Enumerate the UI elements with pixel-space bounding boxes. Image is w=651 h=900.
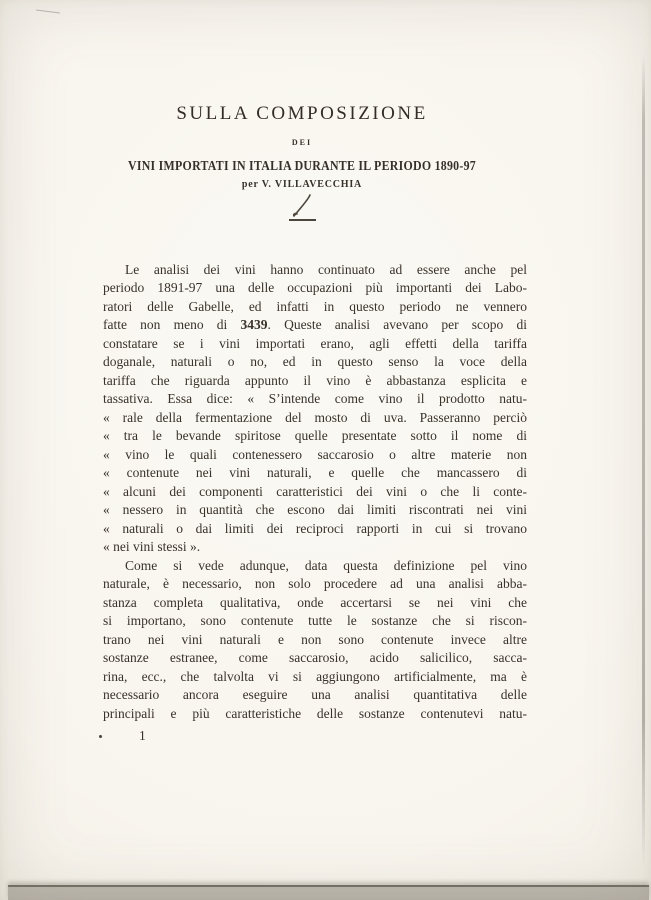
text-line (103, 501, 527, 520)
text-line (103, 372, 527, 391)
page-footer (103, 728, 527, 744)
byline: per V. VILLAVECCHIA (241, 178, 363, 190)
text-line (103, 261, 527, 280)
text-segment: tariffa che riguarda appunto il vino è abbastanza esplicita e (103, 372, 527, 388)
text-line (103, 649, 527, 668)
text-segment: stanza completa qualitativa, onde accertarsi se nei vini che (103, 594, 527, 610)
text-segment: fatte non meno di (103, 317, 241, 332)
text-segment: si importano, sono contenute tutte le sostanze che si riscon- (103, 613, 527, 628)
page-edge-shadow-bottom (8, 885, 649, 900)
scan-artifact (36, 10, 60, 14)
text-segment: ratori delle Gabelle, ed infatti in questo periodo ne vennero (103, 298, 527, 314)
text-segment: sostanze estranee, come saccarosio, acido salicilico, sacca- (103, 650, 527, 665)
text-line (103, 409, 527, 428)
text-segment: necessario ancora eseguire una analisi quantitativa delle (103, 687, 527, 702)
text-segment: doganale, naturali o no, ed in questo senso la voce della (103, 354, 527, 369)
text-line (103, 298, 527, 317)
text-line (103, 575, 527, 594)
ink-speck (99, 735, 102, 738)
text-line (103, 483, 527, 502)
page-edge-shadow-right (642, 55, 645, 867)
text-segment: Come si vede adunque, data questa definizione pel vino (125, 557, 527, 573)
text-segment: trano nei vini naturali e non sono contenute invece altre (103, 631, 527, 647)
text-segment: tassativa. Essa dice: « S’intende come vino il prodotto natu- (103, 391, 527, 406)
text-segment: « vino le quali contenessero saccarosio o altre materie non (103, 446, 527, 462)
text-line (103, 316, 527, 335)
article (103, 0, 527, 744)
text-segment: periodo 1891-97 una delle occupazioni più importanti dei Labo- (103, 280, 527, 295)
pen-flourish-icon (90, 194, 514, 218)
text-segment: Le analisi dei vini hanno continuato ad essere anche pel (125, 261, 527, 277)
text-line (103, 557, 527, 576)
text-line (103, 446, 527, 465)
text-segment: . Queste analisi avevano per scopo di (267, 317, 527, 332)
divider-rule (289, 219, 316, 221)
body-text (103, 261, 527, 724)
text-line (103, 353, 527, 372)
text-line (103, 538, 527, 557)
text-segment: « tra le bevande spiritose quelle presentate sotto il nome di (103, 428, 527, 443)
text-line (103, 631, 527, 650)
text-line (103, 335, 527, 354)
text-segment: « nessero in quantità che escono dai limiti riscontrati nei vini (103, 502, 527, 517)
page-number: 1 (139, 728, 146, 743)
bold-text: 3439 (240, 317, 268, 332)
text-segment: « naturali o dai limiti dei reciproci rapporti in cui si trovano (103, 520, 527, 536)
text-line (103, 464, 527, 483)
article-title: SULLA COMPOSIZIONE (176, 103, 428, 124)
text-line (103, 668, 527, 687)
article-header (90, 104, 514, 221)
text-segment: naturale, è necessario, non solo procedere ad una analisi abba- (103, 576, 527, 591)
paragraph (103, 557, 527, 724)
text-line (103, 520, 527, 539)
text-line (103, 427, 527, 446)
text-segment: principali e più caratteristiche delle sostanze contenutevi natu- (103, 705, 527, 721)
text-line (103, 594, 527, 613)
text-segment: « rale della fermentazione del mosto di uva. Passeranno perciò (103, 409, 527, 425)
article-subtitle: VINI IMPORTATI IN ITALIA DURANTE IL PERIODO 1890-97 (127, 158, 477, 173)
text-line (103, 705, 527, 724)
text-segment: constatare se i vini importati erano, agli effetti della tariffa (103, 335, 527, 351)
paragraph (103, 261, 527, 557)
text-line (103, 279, 527, 298)
title-connector: DEI (291, 138, 313, 147)
text-segment: rina, ecc., che talvolta vi si aggiungono artificialmente, ma è (103, 668, 527, 684)
text-line (103, 686, 527, 705)
text-line (103, 612, 527, 631)
text-line (103, 390, 527, 409)
text-segment: « alcuni dei componenti caratteristici dei vini o che li conte- (103, 483, 527, 499)
text-segment: « contenute nei vini naturali, e quelle che mancassero di (103, 465, 527, 480)
text-segment: « nei vini stessi ». (103, 539, 201, 554)
